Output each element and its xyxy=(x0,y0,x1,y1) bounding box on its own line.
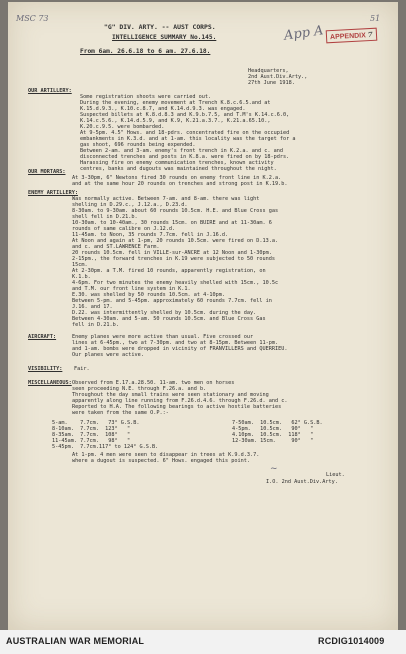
enemy-line: and T.M. our front line system in K.1. xyxy=(72,286,191,292)
signature-rank: Lieut. xyxy=(326,472,345,478)
enemy-line: J.16. and 17. xyxy=(72,304,113,310)
art-line: gas shoot, 696 rounds being expended. xyxy=(80,142,196,148)
misc2-line: At 1-pm. 4 men were seen to disappear in trees at K.9.d.3.7. xyxy=(72,452,260,458)
air-line: Enemy planes were more active than usual. Five crossed our xyxy=(72,334,254,340)
misc-line: seen proceeding N.E. through F.26.a. and b. xyxy=(72,386,207,392)
misc-line: Observed from E.17.a.28.50. 11-am. two men on horses xyxy=(72,380,235,386)
enemy-line: K.1.b. xyxy=(72,274,91,280)
bearings_right-line: 7-50am. 10.5cm. 62° G.S.B. xyxy=(232,420,323,426)
section-our-mortars: OUR MORTARS: xyxy=(28,169,66,175)
enemy-line: and c. and ST.LAWRENCE Farm. xyxy=(72,244,160,250)
header-title: INTELLIGENCE SUMMARY No.145. xyxy=(112,34,217,41)
handwritten-signature: ~ xyxy=(270,464,278,474)
section-miscellaneous: MISCELLANEOUS: xyxy=(28,380,72,386)
handwritten-file-number: MSC 73 xyxy=(16,14,49,23)
mort-line: At 3-30pm, 6" Newtons fired 30 rounds on enemy front line in K.2.a. xyxy=(72,175,282,181)
art-line: K.14.c.5.6., K.14.d.5.9, and K.9, K.21.a.3.7., K.21.a.65.10., xyxy=(80,118,271,124)
section-visibility: VISIBILITY: xyxy=(28,366,63,372)
appendix-stamp-number: 7 xyxy=(367,29,373,40)
bearings_right-line: 12-30am. 15cm. 90° " xyxy=(232,438,314,444)
footer-record-id: RCDIG1014009 xyxy=(318,636,385,646)
bearings_left-line: 5-45pm. 7.7cm.117° to 124° G.S.B. xyxy=(52,444,159,450)
document-page xyxy=(8,2,398,630)
enemy-line: 4-6pm. For two minutes the enemy heavily shelled with 15cm., 10.5c xyxy=(72,280,279,286)
enemy-line: Between 5-pm. and 5-45pm. approximately 60 rounds 7.7cm. fell in xyxy=(72,298,272,304)
archive-footer xyxy=(0,630,406,654)
bearings_left-line: 8-10am. 7.7cm. 123° " xyxy=(52,426,131,432)
enemy-line: Between 4-30am. and 5-am. 50 rounds 10.5cm. and Blue Cross Gas xyxy=(72,316,266,322)
enemy-line: 11-45am. to Noon, 35 rounds 7.7cm. fell in J.16.d. xyxy=(72,232,229,238)
art-line: Suspected billets at K.8.d.8.3 and K.9.b.7.5, and T.M's K.14.c.6.0, xyxy=(80,112,290,118)
header-hq-2: 2nd Aust.Div.Arty., xyxy=(248,74,308,80)
enemy-line: At Noon and again at 1-pm, 20 rounds 10.5cm. were fired on D.13.a. xyxy=(72,238,279,244)
art-line: Harassing fire on enemy communication trenches, known activity xyxy=(80,160,274,166)
enemy-line: Was normally active. Between 7-am. and 8-am. there was light xyxy=(72,196,260,202)
enemy-line: shell fell in D.21.b. xyxy=(72,214,138,220)
enemy-line: fell in D.21.b. xyxy=(72,322,119,328)
enemy-line: 2-15pm., the forward trenches in K.19 were subjected to 50 rounds xyxy=(72,256,276,262)
section-aircraft: AIRCRAFT: xyxy=(28,334,57,340)
section-enemy-artillery: ENEMY ARTILLERY: xyxy=(28,190,78,196)
air-line: Our planes were active. xyxy=(72,352,144,358)
bearings_right-line: 4.10pm. 10.5cm. 118° " xyxy=(232,432,314,438)
enemy-line: At 2-30pm. a T.M. fired 10 rounds, apparently registration, on xyxy=(72,268,266,274)
enemy-line: D.22. was intermittently shelled by 10.5cm. during the day. xyxy=(72,310,257,316)
enemy-line: E.30. was shelled by 50 rounds 10.5cm. at 4-10pm. xyxy=(72,292,226,298)
enemy-line: 15cm. xyxy=(72,262,88,268)
art-line: K.20.c.9.5. were bombarded. xyxy=(80,124,165,130)
enemy-line: 8-30am. to 9-30am. about 60 rounds 10.5cm. H.E. and Blue Cross gas xyxy=(72,208,279,214)
bearings_left-line: 5-am. 7.7cm. 73° G.S.B. xyxy=(52,420,140,426)
bearings_left-line: 8-35am. 7.7cm. 108° " xyxy=(52,432,131,438)
air-line: lines at 6-45pm., two at 7-30pm. and two at 8-15pm. Between 11-pm. xyxy=(72,340,279,346)
art-line: Some registration shoots were carried out. xyxy=(80,94,212,100)
misc2-line: where a dugout is suspected. 6" Hows. engaged this point. xyxy=(72,458,251,464)
header-hq-3: 27th June 1918. xyxy=(248,80,295,86)
art-line: centres, banks and dugouts was maintained throughout the night. xyxy=(80,166,277,172)
art-line: During the evening, enemy movement at Trench K.8.c.6.5.and at xyxy=(80,100,271,106)
bearings_right-line: 4-5pm. 10.5cm. 90° " xyxy=(232,426,314,432)
enemy-line: shelling in D.29.c., J.12.a., D.23.d. xyxy=(72,202,188,208)
art-line: embankments in K.3.d. and at 1-am. this locality was the target for a xyxy=(80,136,296,142)
visibility-text: Fair. xyxy=(74,366,90,372)
header-hq-1: Headquarters, xyxy=(248,68,289,74)
signature-unit: I.O. 2nd Aust.Div.Arty. xyxy=(266,479,338,485)
enemy-line: 10-30am. to 10-40am., 30 rounds 15cm. on BUIRE and at 11-30am. 6 xyxy=(72,220,272,226)
handwritten-annotation: App A xyxy=(283,23,325,44)
misc-line: were taken from the same O.P.:- xyxy=(72,410,169,416)
air-line: and 1-am. bombs were dropped in vicinity of FRANVILLERS and QUERRIEU. xyxy=(72,346,288,352)
mort-line: and at the same hour 20 rounds on trenches and strong post in K.19.b. xyxy=(72,181,288,187)
handwritten-page-number: 51 xyxy=(370,14,381,23)
art-line: Between 2-am. and 3-am. enemy's front trench in K.2.a. and c. and xyxy=(80,148,284,154)
enemy-line: rounds of same calibre on J.12.d. xyxy=(72,226,176,232)
appendix-stamp xyxy=(326,28,377,44)
header-division: "G" DIV. ARTY. -- AUST CORPS. xyxy=(104,23,216,31)
appendix-stamp-label: APPENDIX xyxy=(329,32,367,42)
header-period: From 6am. 26.6.18 to 6 am. 27.6.18. xyxy=(80,48,211,55)
footer-institution: AUSTRALIAN WAR MEMORIAL xyxy=(6,636,145,646)
art-line: At 9-5pm. 4.5" Hows. and 18-pdrs. concentrated fire on the occupied xyxy=(80,130,290,136)
art-line: K.15.d.9.3., K.10.c.8.7, and K.14.d.9.3. was engaged. xyxy=(80,106,246,112)
misc-line: Throughout the day small trains were seen stationary and moving xyxy=(72,392,269,398)
enemy-line: 20 rounds 10.5cm. fell in VILLE-sur-ANCRE at 12 Noon and 1-30pm. xyxy=(72,250,272,256)
bearings_left-line: 11-45am. 7.7cm. 98° " xyxy=(52,438,131,444)
art-line: disconnected trenches and posts in K.8.a. were fired on by 18-pdrs. xyxy=(80,154,290,160)
misc-line: apparently along line running from F.26.d.4.6. through F.26.d. and c. xyxy=(72,398,288,404)
misc-line: Reported to H.A. The following bearings to active hostile batteries xyxy=(72,404,282,410)
section-our-artillery: OUR ARTILLERY: xyxy=(28,88,72,94)
